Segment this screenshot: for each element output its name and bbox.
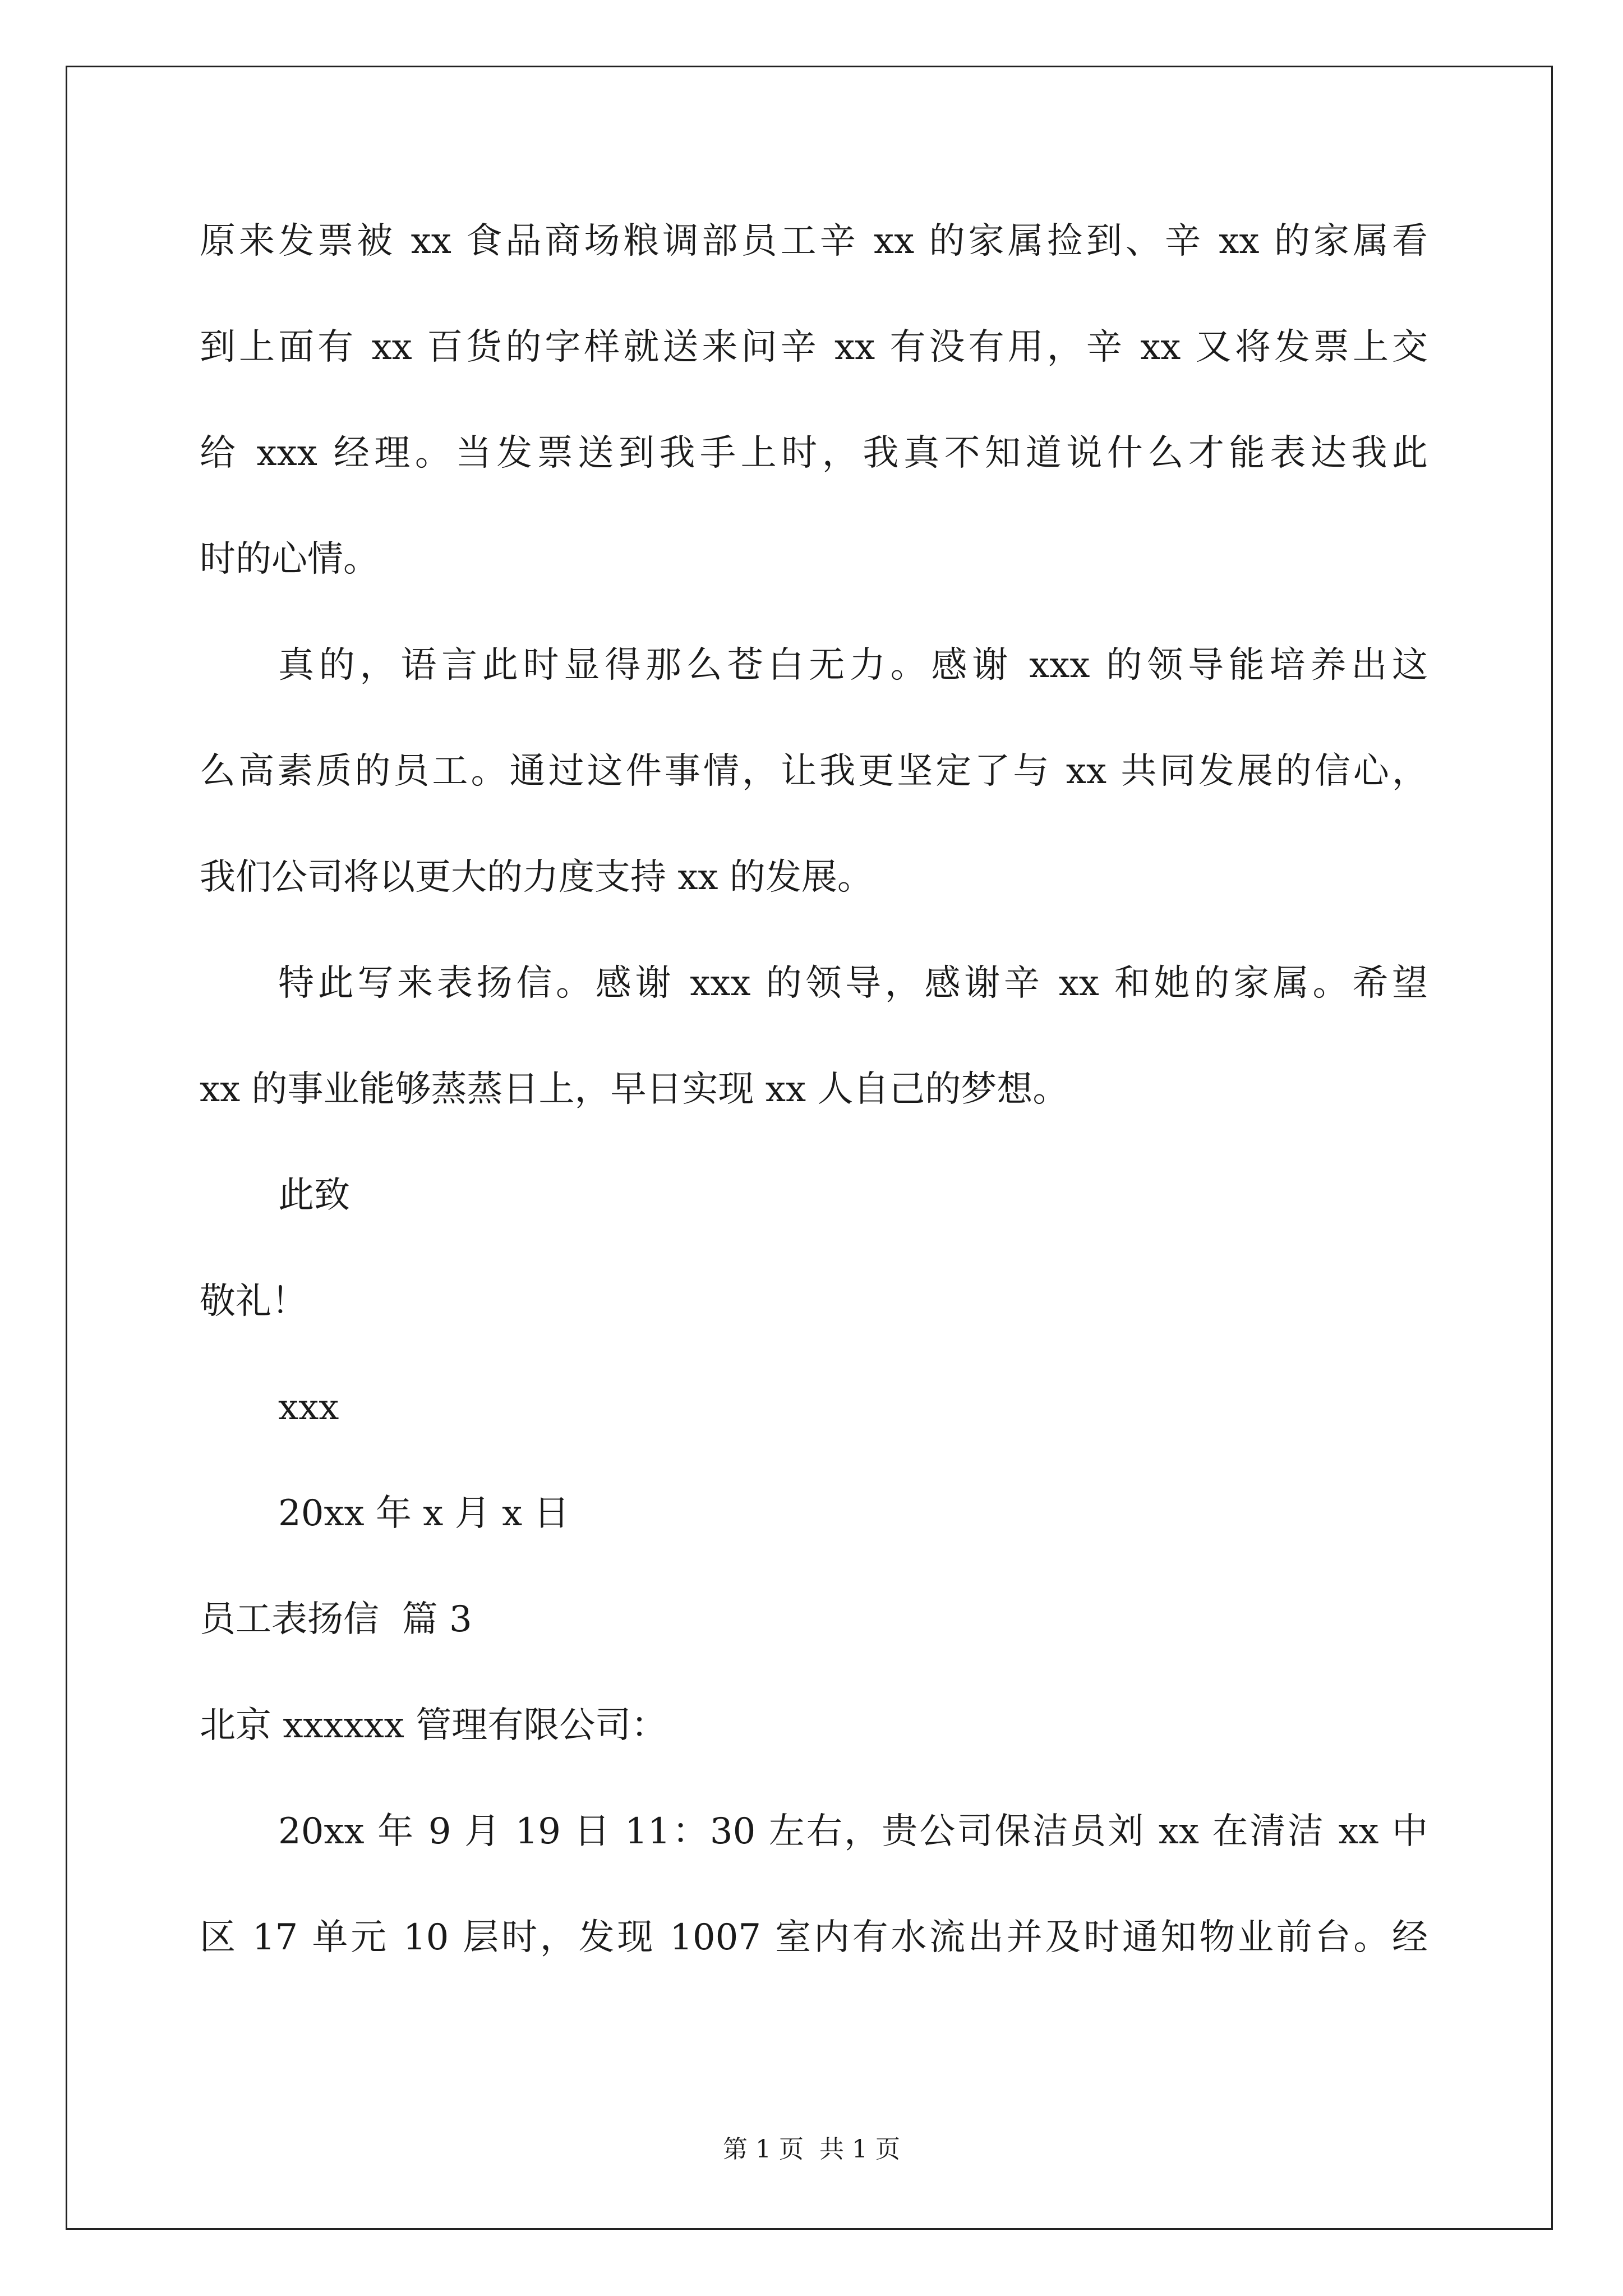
- paragraph-1-line-1: 原来发票被 xx 食品商场粮调部员工辛 xx 的家属捡到、辛 xx 的家属看: [200, 220, 1428, 262]
- paragraph-1-line-4: 时的心情。: [200, 539, 379, 580]
- paragraph-1-line-3: 给 xxx 经理。当发票送到我手上时，我真不知道说什么才能表达我此: [200, 432, 1428, 474]
- paragraph-2-line-2: 么高素质的员工。通过这件事情，让我更坚定了与 xx 共同发展的信心，: [200, 751, 1428, 792]
- closing: 此致: [278, 1175, 350, 1216]
- paragraph-3-line-1: 特此写来表扬信。感谢 xxx 的领导，感谢辛 xx 和她的家属。希望: [278, 963, 1428, 1004]
- page-footer: 第 1 页 共 1 页: [723, 2135, 900, 2164]
- paragraph-3-line-2: xx 的事业能够蒸蒸日上，早日实现 xx 人自己的梦想。: [200, 1069, 1069, 1110]
- date: 20xx 年 x 月 x 日: [278, 1493, 570, 1534]
- paragraph-4-line-1: 20xx 年 9 月 19 日 11：30 左右，贵公司保洁员刘 xx 在清洁 xx 中: [278, 1811, 1428, 1852]
- salute: 敬礼！: [200, 1281, 307, 1322]
- paragraph-4-line-2: 区 17 单元 10 层时，发现 1007 室内有水流出并及时通知物业前台。经: [200, 1917, 1428, 1958]
- paragraph-1-line-2: 到上面有 xx 百货的字样就送来问辛 xx 有没有用，辛 xx 又将发票上交: [200, 326, 1428, 368]
- addressee: 北京 xxxxxx 管理有限公司：: [200, 1705, 667, 1746]
- section-heading: 员工表扬信 篇 3: [200, 1599, 472, 1640]
- letter-body: [200, 208, 1428, 2010]
- paragraph-2-line-3: 我们公司将以更大的力度支持 xx 的发展。: [200, 857, 873, 898]
- signature: xxx: [278, 1387, 339, 1428]
- paragraph-2-line-1: 真的，语言此时显得那么苍白无力。感谢 xxx 的领导能培养出这: [278, 645, 1428, 686]
